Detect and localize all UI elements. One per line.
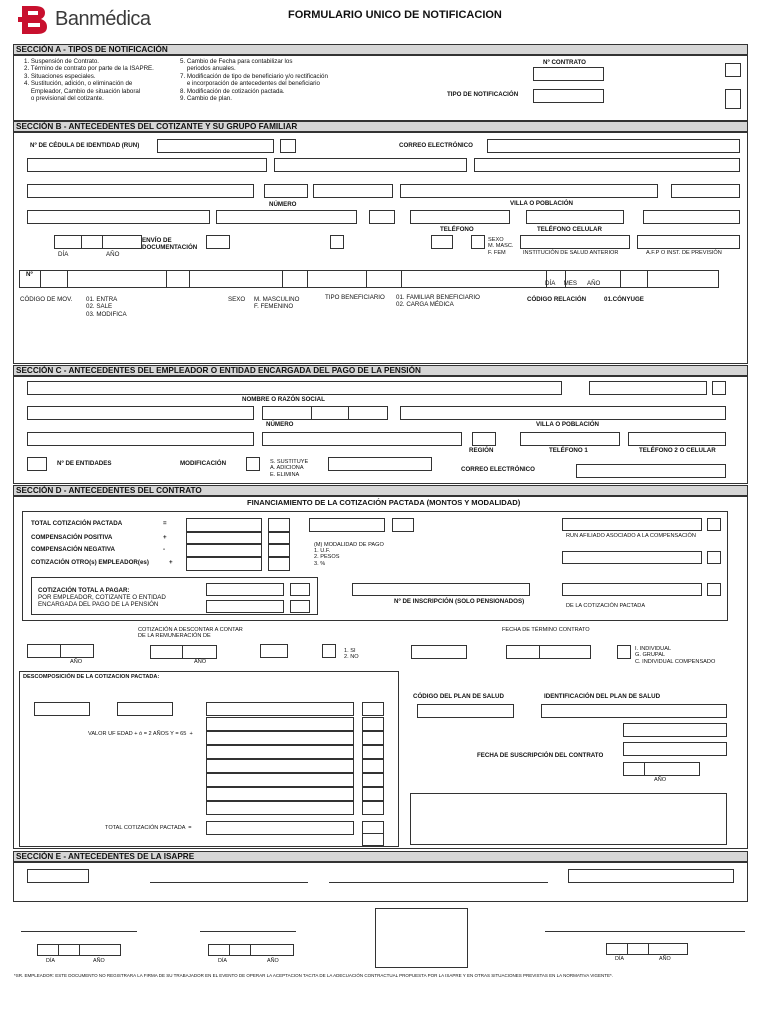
comp-pos-mod[interactable] bbox=[268, 532, 290, 544]
employer-town-label: VILLA O POBLACIÓN bbox=[536, 421, 600, 428]
afp-label: A.F.P O INST. DE PREVISIÓN bbox=[646, 250, 722, 256]
total-pay-input-2[interactable] bbox=[206, 600, 284, 613]
mobile-input[interactable] bbox=[526, 210, 624, 224]
employer-email-label: CORREO ELECTRÓNICO bbox=[461, 466, 535, 473]
footer-day-2: DÍA bbox=[218, 958, 227, 964]
rel-codes: 01.CÓNYUGE bbox=[604, 296, 644, 303]
number-input[interactable] bbox=[264, 184, 308, 198]
birth-year-label: AÑO bbox=[106, 251, 120, 258]
end-date-cells[interactable] bbox=[506, 645, 590, 659]
contract-label: Nº CONTRATO bbox=[543, 59, 586, 66]
mod-detail-input[interactable] bbox=[328, 457, 432, 471]
city-input[interactable] bbox=[216, 210, 357, 224]
decomp-title: DESCOMPOSICIÓN DE LA COTIZACION PACTADA: bbox=[23, 674, 160, 680]
sex-code-input[interactable] bbox=[431, 235, 453, 249]
isapre-line-2 bbox=[329, 882, 548, 883]
signature-line-3 bbox=[545, 931, 745, 932]
names-input[interactable] bbox=[474, 158, 740, 172]
end-date-1-input[interactable] bbox=[411, 645, 467, 659]
total-pactada-label: TOTAL COTIZACIÓN PACTADA bbox=[31, 520, 123, 527]
email-label: CORREO ELECTRÓNICO bbox=[399, 142, 473, 149]
comp-neg-mod[interactable] bbox=[268, 544, 290, 557]
plan-id-label: IDENTIFICACIÓN DEL PLAN DE SALUD bbox=[544, 693, 661, 700]
id-dv-input[interactable] bbox=[280, 139, 296, 153]
prev-health-label: INSTITUCIÓN DE SALUD ANTERIOR bbox=[523, 250, 619, 256]
sex-input[interactable] bbox=[471, 235, 485, 249]
comp-neg-input[interactable] bbox=[186, 544, 262, 557]
subscription-input[interactable] bbox=[623, 742, 727, 756]
modification-label: MODIFICACIÓN bbox=[180, 460, 227, 467]
footer-year-3: AÑO bbox=[659, 956, 671, 962]
extra-phone-input[interactable] bbox=[643, 210, 740, 224]
total-pay-desc: POR EMPLEADOR, COTIZANTE O ENTIDAD ENCARGADA DEL PAGO DE LA PENSIÓN bbox=[38, 594, 166, 609]
total-amount-input[interactable] bbox=[309, 518, 385, 532]
section-d-title: SECCIÓN D - ANTECEDENTES DEL CONTRATO bbox=[13, 485, 748, 496]
id-input[interactable] bbox=[157, 139, 274, 153]
employer-phone1-input[interactable] bbox=[520, 432, 620, 446]
plan-id-input[interactable] bbox=[541, 704, 727, 718]
comp-pos-input[interactable] bbox=[186, 532, 262, 544]
rel-label: CÓDIGO RELACIÓN bbox=[527, 296, 587, 303]
individual-label: I. INDIVIDUAL G. GRUPAL C. INDIVIDUAL COMPENSADO bbox=[635, 646, 716, 665]
run-affiliate-dv[interactable] bbox=[707, 518, 721, 531]
employer-city-input[interactable] bbox=[262, 432, 462, 446]
modification-input[interactable] bbox=[246, 457, 260, 471]
si-no-input[interactable] bbox=[322, 644, 336, 658]
notification-type-input[interactable] bbox=[533, 89, 604, 103]
cot-otro-label: COTIZACIÓN OTRO(s) EMPLEADOR(es) bbox=[31, 559, 149, 566]
sexo-codes: M. MASCULINO F. FEMENINO bbox=[254, 296, 300, 311]
street-input[interactable] bbox=[27, 184, 254, 198]
employer-street-input[interactable] bbox=[27, 406, 254, 420]
stamp-box[interactable] bbox=[375, 908, 468, 968]
subscription-date-cells[interactable] bbox=[623, 762, 699, 776]
sexo-label: SEXO bbox=[228, 296, 246, 303]
doc-send-input[interactable] bbox=[206, 235, 230, 249]
comp-pos-label: COMPENSACIÓN POSITIVA bbox=[31, 534, 113, 541]
employer-name-input[interactable] bbox=[27, 381, 562, 395]
total-pay-mod-2[interactable] bbox=[290, 600, 310, 613]
contract-number-input[interactable] bbox=[533, 67, 604, 81]
entities-input[interactable] bbox=[27, 457, 47, 471]
mobile-label: TELÉFONO CELULAR bbox=[537, 226, 602, 233]
run-affiliate-input[interactable] bbox=[562, 518, 702, 531]
employer-dv-input[interactable] bbox=[712, 381, 726, 395]
decomp-mod-column[interactable] bbox=[362, 702, 384, 814]
op-plus-2: + bbox=[169, 559, 173, 566]
employer-town-input[interactable] bbox=[400, 406, 726, 420]
section-a-list-right: 5. Cambio de Fecha para contabilizar los periodos anuales. 7. Modificación de tipo de beneficiario y/o rectificación e incorporación de antecedentes del beneficiario 8. Modificación de cotización pactada. 9. Cambio de plan. bbox=[180, 58, 328, 103]
prev-health-input[interactable] bbox=[520, 235, 630, 249]
footer-day-1: DÍA bbox=[46, 958, 55, 964]
signature-line-2 bbox=[200, 931, 296, 932]
individual-input[interactable] bbox=[617, 645, 631, 659]
footer-year-1: AÑO bbox=[93, 958, 105, 964]
employer-name-label: NOMBRE O RAZÓN SOCIAL bbox=[242, 396, 325, 403]
benef-codes: 01. FAMILIAR BENEFICIARIO 02. CARGA MÉDICA bbox=[396, 294, 480, 309]
employer-region-label: REGIÓN bbox=[469, 447, 494, 454]
section-b-title: SECCIÓN B - ANTECEDENTES DEL COTIZANTE Y SU GRUPO FAMILIAR bbox=[13, 121, 748, 132]
decomp-age-2[interactable] bbox=[117, 702, 173, 716]
brand-logo bbox=[18, 4, 52, 36]
section-c-title: SECCIÓN C - ANTECEDENTES DEL EMPLEADOR O ENTIDAD ENCARGADA DEL PAGO DE LA PENSIÓN bbox=[13, 365, 748, 376]
phone-label: TELÉFONO bbox=[440, 226, 474, 233]
notification-check-box[interactable] bbox=[725, 89, 741, 109]
sex-label: SEXO M. MASC. F. FEM bbox=[488, 237, 514, 256]
afp-input[interactable] bbox=[637, 235, 740, 249]
total-cot-input[interactable] bbox=[206, 821, 354, 835]
benef-label: TIPO BENEFICIARIO bbox=[325, 294, 385, 301]
employer-rut-input[interactable] bbox=[589, 381, 707, 395]
signature-plan-box[interactable] bbox=[410, 793, 727, 845]
subscription-year-label: AÑO bbox=[654, 777, 667, 783]
footer-date-3[interactable] bbox=[606, 943, 688, 955]
signature-line-1 bbox=[21, 931, 137, 932]
cot-pactada-dv[interactable] bbox=[707, 583, 721, 596]
commune-input[interactable] bbox=[27, 210, 210, 224]
birth-date-cells[interactable] bbox=[54, 235, 142, 249]
employer-number-label: NÚMERO bbox=[266, 421, 294, 428]
plan-code-label: CÓDIGO DEL PLAN DE SALUD bbox=[413, 693, 504, 700]
desc-year-label: AÑO bbox=[194, 659, 207, 665]
surname2-input[interactable] bbox=[274, 158, 467, 172]
run-affiliate-2-input[interactable] bbox=[562, 551, 702, 564]
town-label: VILLA O POBLACIÓN bbox=[510, 200, 574, 207]
cot-pactada-label: DE LA COTIZACIÓN PACTADA bbox=[566, 603, 646, 609]
decomp-values-column[interactable] bbox=[206, 702, 354, 814]
isapre-extra-input[interactable] bbox=[568, 869, 734, 883]
op-minus: - bbox=[163, 546, 166, 553]
remuneration-input[interactable] bbox=[260, 644, 288, 658]
mov-label: CÓDIGO DE MOV. bbox=[20, 296, 73, 303]
email-input[interactable] bbox=[487, 139, 740, 153]
code-input[interactable] bbox=[369, 210, 395, 224]
total-pay-mod-1[interactable] bbox=[290, 583, 310, 596]
cot-otro-mod[interactable] bbox=[268, 557, 290, 571]
total-pay-label: COTIZACIÓN TOTAL A PAGAR: bbox=[38, 587, 130, 594]
number-label: NÚMERO bbox=[269, 201, 297, 208]
cot-pactada-input[interactable] bbox=[562, 583, 702, 596]
mod-codes: S. SUSTITUYE A. ADICIONA E. ELIMINA bbox=[270, 459, 309, 478]
birth-day-label: DÍA bbox=[58, 251, 69, 258]
n-label: Nº bbox=[26, 271, 33, 278]
mov-codes: 01. ENTRA 02. SALE 03. MODIFICA bbox=[86, 296, 127, 318]
id-label: Nº DE CÉDULA DE IDENTIDAD (RUN) bbox=[30, 142, 140, 149]
start-date-cells[interactable] bbox=[27, 644, 95, 658]
footer-note: *SR. EMPLEADOR: ESTE DOCUMENTO NO REGISTRARA LA FIRMA DE SU TRABAJADOR EN EL EVENTO DE OPERAR LA ACEPTACION TACITA DE LA ADECUACIÓN CONTRACTUAL PROPUESTA POR LA ISAPRE Y EN OTRAS SITUACIONES PREVISTAS EN LA NORMATIVA VIGENTE*. bbox=[14, 973, 613, 978]
notification-type-label: TIPO DE NOTIFICACIÓN bbox=[447, 91, 519, 98]
isapre-line-1 bbox=[150, 882, 308, 883]
section-a-list-left: 1. Suspensión de Contrato. 2. Término de contrato por parte de la ISAPRE. 3. Situaciones especiales. 4. Sustitución, adición, o eliminación de Empleador, Cambio de situación laboral o previsional del cotizante. bbox=[24, 58, 154, 103]
town-input[interactable] bbox=[400, 184, 658, 198]
total-pactada-input[interactable] bbox=[186, 518, 262, 532]
plan-code-input[interactable] bbox=[417, 704, 514, 718]
footer-date-2[interactable] bbox=[208, 944, 294, 956]
decomp-age-1[interactable] bbox=[34, 702, 90, 716]
total-cot-mod-2[interactable] bbox=[362, 833, 384, 846]
financing-title: FINANCIAMIENTO DE LA COTIZACIÓN PACTADA (MONTOS Y MODALIDAD) bbox=[247, 498, 521, 507]
entities-label: Nº DE ENTIDADES bbox=[57, 460, 112, 467]
section-a-title: SECCIÓN A - TIPOS DE NOTIFICACIÓN bbox=[13, 44, 748, 55]
total-cot-label: TOTAL COTIZACIÓN PACTADA = bbox=[105, 825, 192, 831]
contract-check-box[interactable] bbox=[725, 63, 741, 77]
page-title: FORMULARIO UNICO DE NOTIFICACION bbox=[288, 9, 502, 21]
op-eq: = bbox=[163, 520, 167, 527]
footer-year-2: AÑO bbox=[267, 958, 279, 964]
modalidad-label: (M) MODALIDAD DE PAGO 1. U.F. 2. PESOS 3. % bbox=[314, 542, 384, 567]
employer-email-input[interactable] bbox=[576, 464, 726, 478]
dma-labels: DÍA MES AÑO bbox=[545, 280, 601, 287]
dept-input[interactable] bbox=[313, 184, 393, 198]
run-affiliate-2-dv[interactable] bbox=[707, 551, 721, 564]
isapre-code-input[interactable] bbox=[27, 869, 89, 883]
cot-descontar-label: COTIZACIÓN A DESCONTAR A CONTAR DE LA REMUNERACIÓN DE bbox=[138, 627, 243, 640]
cot-otro-input[interactable] bbox=[186, 557, 262, 571]
start-year-label: AÑO bbox=[70, 659, 83, 665]
total-pactada-mod[interactable] bbox=[268, 518, 290, 532]
banmedica-b-icon bbox=[18, 4, 52, 36]
employer-phone2-input[interactable] bbox=[628, 432, 726, 446]
employer-region-input[interactable] bbox=[472, 432, 496, 446]
surname1-input[interactable] bbox=[27, 158, 267, 172]
op-plus-1: + bbox=[163, 534, 167, 541]
region-input[interactable] bbox=[671, 184, 740, 198]
employer-phone1-label: TELÉFONO 1 bbox=[549, 447, 588, 454]
total-pay-input-1[interactable] bbox=[206, 583, 284, 596]
doc-send-label: ENVÍO DE DOCUMENTACIÓN bbox=[142, 237, 198, 252]
phone-input[interactable] bbox=[410, 210, 510, 224]
comp-neg-label: COMPENSACIÓN NEGATIVA bbox=[31, 546, 115, 553]
employer-phone2-label: TELÉFONO 2 O CELULAR bbox=[639, 447, 716, 454]
run-affiliate-label: RUN AFILIADO ASOCIADO A LA COMPENSACIÓN bbox=[566, 533, 696, 539]
subscription-label: FECHA DE SUSCRIPCIÓN DEL CONTRATO bbox=[477, 752, 604, 759]
desc-date-cells[interactable] bbox=[150, 645, 218, 659]
plan-extra-input[interactable] bbox=[623, 723, 727, 737]
end-date-label: FECHA DE TÉRMINO CONTRATO bbox=[502, 627, 590, 633]
family-row-cells[interactable] bbox=[19, 270, 727, 288]
section-e-title: SECCIÓN E - ANTECEDENTES DE LA ISAPRE bbox=[13, 851, 748, 862]
brand-name: Banmédica bbox=[55, 8, 151, 30]
employer-commune-input[interactable] bbox=[27, 432, 254, 446]
footer-date-1[interactable] bbox=[37, 944, 121, 956]
inscription-input[interactable] bbox=[352, 583, 530, 596]
si-no-label: 1. SI 2. NO bbox=[344, 648, 359, 661]
flag-input[interactable] bbox=[330, 235, 344, 249]
footer-day-3: DÍA bbox=[615, 956, 624, 962]
inscription-label: Nº DE INSCRIPCIÓN (SOLO PENSIONADOS) bbox=[394, 598, 525, 605]
total-amount-mod[interactable] bbox=[392, 518, 414, 532]
employer-number-cells[interactable] bbox=[262, 406, 392, 420]
valor-uf-label: VALOR UF EDAD + ó = 2 AÑOS Y = 65 + bbox=[88, 731, 193, 737]
